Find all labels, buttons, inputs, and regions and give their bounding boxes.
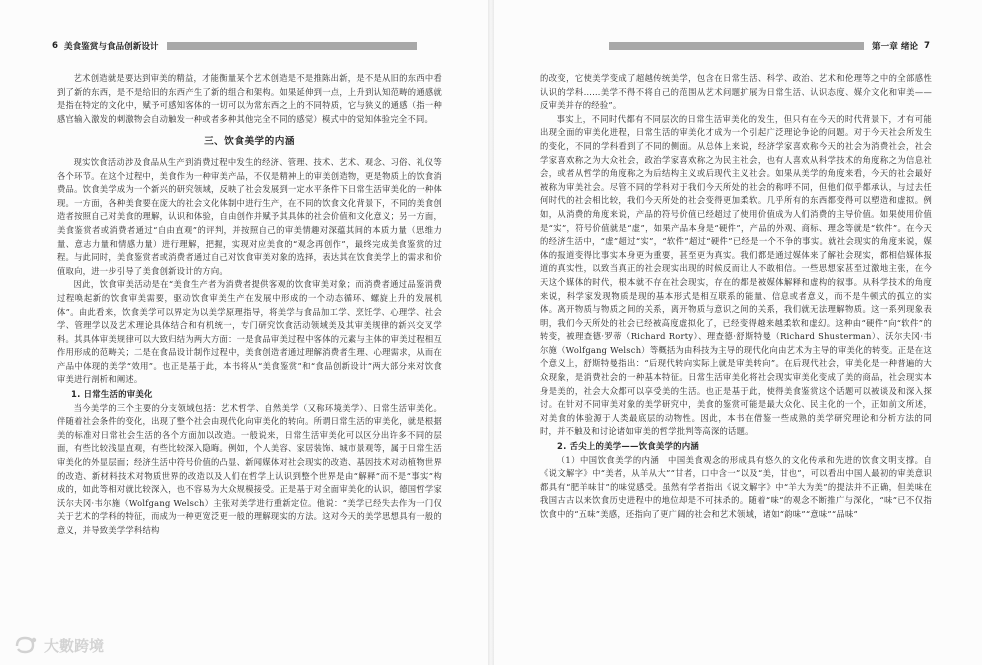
paragraph: （1）中国饮食美学的内涵 中国美食观念的形成具有悠久的文化传承和先进的饮食文明支撑。自《说文解字》中“美者，从羊从大”“甘者，口中含一”以及“美，甘也”，可以看出中国人最初的审美意识都具有“肥羊味甘”的味觉感受。虽然有学者指出《说文解字》中“羊大为美”的提法并不正确，但美味在我国古古以来饮食历史进程中的地位却是不可抹杀的。随着“味”的观念不断推广与深化，“味”已不仅指饮食中的“五味”美感，还指向了更广阔的社会和艺术领域，诸如“韵味”“意味”“品味” <box>540 454 932 519</box>
header-rule-bar <box>167 42 417 50</box>
chapter-header: 第一章 绪论 <box>872 42 919 52</box>
paragraph: 当今美学的三个主要的分支领域包括：艺术哲学、自然美学（又称环境美学）、日常生活审美化。伴随着社会条件的变化，出现了整个社会由现代化向审美化的转向。所谓日常生活的审美化，就是根据美的标准对日常社会生活的各个方面加以改造。一般说来，日常生活审美化可以区分出许多不同的层面，有些比较浅显直观，有些比较深入隐晦。例如，个人美容、家居装饰、城市景观等，属于日常生活审美化的外显层面；经济生活中符号价值的凸显、新闻媒体对社会现实的改造、基因技术对动植物世界的改造、新材料技术对物质世界的改造以及人们在哲学上认识到整个世界是由“解释”而不是“事实”构成的，如此等相对就比较深入，也不容易为大众规模接受。正是基于对全面审美化的认识，德国哲学家沃尔夫冈·韦尔施（Wolfgang Welsch）主张对美学进行重新定位。他说：“美学已经失去作为一门仅关于艺术的学科的特征，而成为一种更宽泛更一般的理解现实的方法。这对今天的美学思想具有一般的意义，并导致美学学科结构 <box>57 402 442 535</box>
right-page-body <box>540 72 932 522</box>
right-page <box>494 0 982 665</box>
watermark-text: 大數跨境 <box>44 636 105 655</box>
section-heading: 三、饮食美学的内涵 <box>204 136 295 148</box>
left-page <box>0 0 490 665</box>
paragraph: 的改变，它使美学变成了超越传统美学，包含在日常生活、科学、政治、艺术和伦理等之中的全部感性认识的学科……美学不得不将自己的范围从艺术问题扩展为日常生活、认识态度、媒介文化和审美——反审美并存的经验”。 <box>540 73 932 111</box>
brand-logo-icon <box>14 634 40 656</box>
paragraph: 事实上，不同时代都有不同层次的日常生活审美化的发生，但只有在今天的时代背景下，才有可能出现全面的审美化进程，日常生活的审美化才成为一个引起广泛理论争论的问题。对于今天社会所发生的变化，不同的学科看到了不同的侧面。从总体上来说，经济学家喜欢称今天的社会为消费社会，社会学家喜欢称之为大众社会，政治学家喜欢称之为民主社会，也有人喜欢从科学技术的角度称之为信息社会，或者从哲学的角度称之为后结构主义或后现代主义社会。如果从美学的角度来看，今天的社会最好被称为审美社会。尽管不同的学科对于我们今天所处的社会的称呼不同，但他们似乎都承认，与过去任何时代的社会相比较，我们今天所处的社会变得更加柔软。几乎所有的东西都变得可以塑造和虚拟。例如，从消费的角度来说，产品的符号价值已经超过了使用价值成为人们消费的主导价值。如果使用价值是“实”，符号价值就是“虚”，如果产品本身是“硬件”，产品的外观、商标、理念等就是“软件”。在今天的经济生活中，“虚”超过“实”，“软件”超过“硬件”已经是一个不争的事实。就社会现实的角度来说，媒体的报道变得比事实本身更为重要，甚至更为真实。我们都是通过媒体来了解社会现实，都相信媒体报道的真实性，以致当真正的社会现实出现的时候反而让人不敢相信。一些思想家甚至过激地主张，在今天这个媒体的时代，根本就不存在社会现实，存在的都是被媒体解释和虚构的叙事。从科学技术的角度来说，科学家发现物质是现的基本形式是相互联系的能量、信息或者意义，而不是牛顿式的孤立的实体。离开物质与物质之间的关系，离开物质与意识之间的关系，我们就无法理解物质。这一系列现象表明，我们今天所处的社会已经被高度虚拟化了，已经变得越来越柔软和虚幻。这种由“硬件”向“软件”的转变，被理查德·罗蒂（Richard Rorty）、理查德·舒斯特曼（Richard Shusterman）、沃尔夫冈·韦尔施（Wolfgang Welsch）等概括为由科技为主导的现代化向由艺术为主导的审美化的转变。正是在这个意义上，舒斯特曼指出：“后现代转向实际上就是审美转向”。在后现代社会，审美化是一种普遍的大众现象，是消费社会的一种基本特征。日常生活审美化将社会现实审美化变成了美的商品，社会现实本身是美的，社会大众都可以享受美的生活。也正是基于此，使得美食鉴赏这个话题可以被谈及和深入探讨。在针对不同审美对象的美学研究中，美食的鉴赏可能是最大众化、民主化的一个，正如前文所述，对美食的体验源于人类最底层的动物性。因此，本书在借鉴一些成熟的美学研究理论和分析方法的同时，并不触及和讨论诸如审美的哲学批判等高深的话题。 <box>540 113 932 437</box>
left-running-title: 美食鉴赏与食品创新设计 <box>63 42 159 52</box>
subheading: 2. 舌尖上的美学——饮食美学的内涵 <box>557 441 700 452</box>
subheading: 1. 日常生活的审美化 <box>71 389 153 400</box>
watermark <box>14 634 104 656</box>
left-page-body <box>57 72 442 538</box>
right-page-number: 7 <box>924 41 930 51</box>
right-running-header <box>609 40 930 52</box>
paragraph: 艺术创造就是要达到审美的精益，才能衡量某个艺术创造是不是推陈出新，是不是从旧的东西中看到了新的东西，是不是给旧的东西产生了新的组合和架构。如果延伸到一点，上升到认知范畴的通感就是指在特定的文化中，赋予可感知客体的一切可以为常东西之上的不同特质，它与狭义的通感（指一种感官输入激发的刺激物会自动触发一种或者多种其他完全不同的感觉）模式中的觉知体验完全不同。 <box>57 73 442 124</box>
paragraph: 因此，饮食审美活动是在“美食生产者为消费者提供客观的饮食审美对象；而消费者通过品鉴消费过程唤起新的饮食审美需要，驱动饮食审美生产在发展中形成的一个动态循环、螺旋上升的发展机体”。由此看来，饮食美学可以界定为以美学原理指导，将美学与食品加工学、烹饪学、心理学、社会学、管理学以及艺术理论具体结合和有机统一，专门研究饮食活动领域美及其审美规律的新兴交叉学科。其具体审美规律可以大致归结为两大方面：一是食品审美过程中客体的元素与主体的审美过程相互作用形成的范畴关；二是在食品设计制作过程中，美食创造者通过理解消费者生理、心理需求，从而在产品中体现的美学“效用”。也正是基于此，本书将从“美食鉴赏”和“食品创新设计”两大部分来对饮食审美进行剖析和阐述。 <box>57 279 442 385</box>
paragraph: 现实饮食活动涉及食品从生产到消费过程中发生的经济、管理、技术、艺术、观念、习俗、礼仪等各个环节。在这个过程中，美食作为一种审美产品，不仅是精神上的审美创造物，更是物质上的饮食消费品。饮食美学成为一个新兴的研究领域，反映了社会发展到一定水平条件下日常生活审美化的一种体现。一方面，各种美食要在庞大的社会文化体制中进行生产，在不同的饮食文化背景下，不同的美食创造者按照自己对美食的理解，认识和体验，自由创作并赋予其具体的社会价值和文化意义；另一方面，美食鉴赏者或消费者通过“自由直观”的评判，并按照自己的审美情趣对深蕴其间的本质力量（思维力量、意志力量和情感力量）进行理解，把握，实现对应美食的“观念再创作”，最终完成美食鉴赏的过程。与此同时，美食鉴赏者或消费者通过自己对饮食审美对象的选择，表达其在饮食美学上的需求和价值取向，进一步引导了美食创新设计的方向。 <box>57 156 442 276</box>
header-rule-bar <box>609 42 864 50</box>
left-running-header <box>52 40 417 52</box>
left-page-number: 6 <box>52 41 58 51</box>
